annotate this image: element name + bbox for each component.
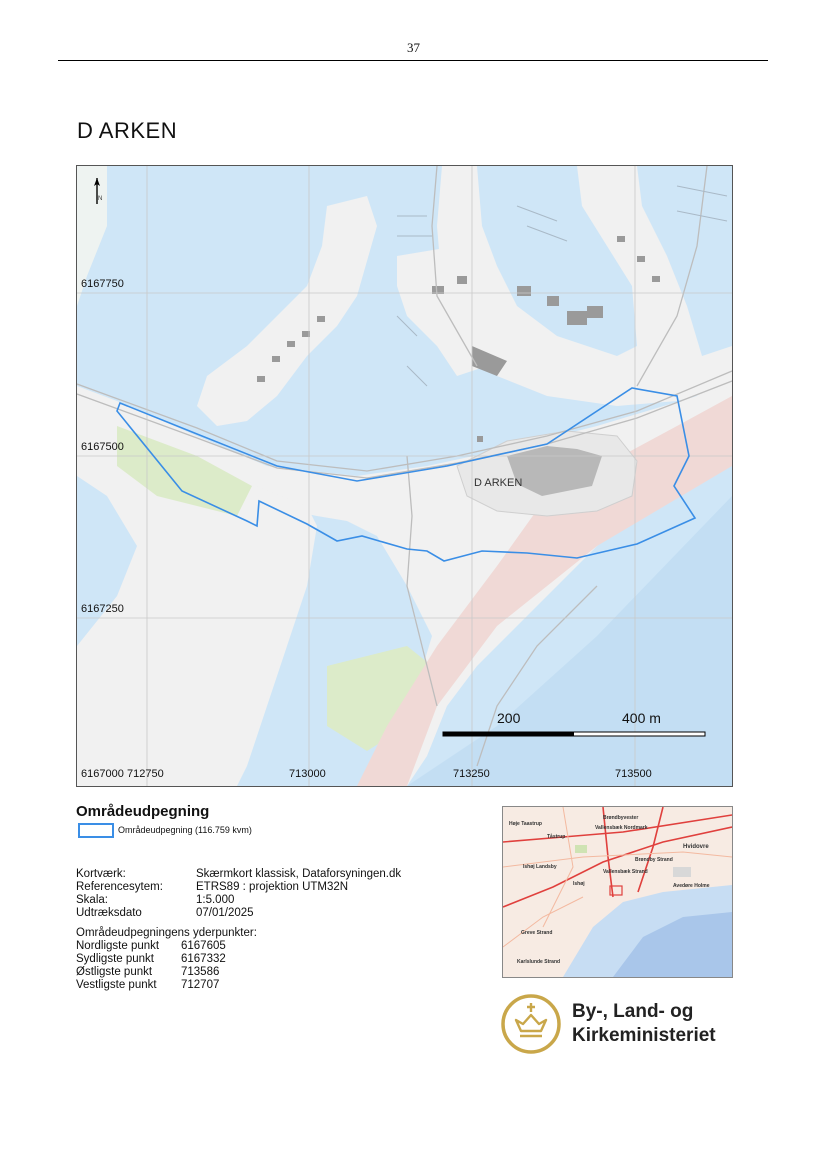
extent-value-east: 713586 [181,966,220,978]
inset-label: Brøndby Strand [635,857,673,863]
grid-label-x-712750: 712750 [127,768,164,780]
map-canvas [77,166,732,786]
north-label: N [98,196,103,202]
extent-value-west: 712707 [181,979,220,991]
logo-text-line1: By-, Land- og [572,1001,694,1022]
scale-label-end: 400 m [622,710,661,726]
extent-title: Områdeudpegningens yderpunkter: [76,927,257,939]
grid-label-x-713250: 713250 [453,768,490,780]
page-number: 37 [407,40,420,55]
meta-label-scale: Skala: [76,894,108,906]
inset-label: Vallensbæk Nordmark [595,825,648,831]
extent-label-south: Sydligste punkt [76,953,154,965]
inset-label: Karlslunde Strand [517,959,561,965]
extent-value-north: 6167605 [181,940,226,952]
grid-label-y-6167000: 6167000 [81,768,124,780]
meta-value-date: 07/01/2025 [196,907,254,919]
grid-label-y-6167250: 6167250 [81,603,124,615]
place-label-arken: D ARKEN [474,477,523,489]
extent-label-west: Vestligste punkt [76,979,157,991]
scale-label-mid: 200 [497,710,521,726]
meta-label-reference: Referencesytem: [76,881,163,893]
meta-value-kortvaerk: Skærmkort klassisk, Dataforsyningen.dk [196,868,402,880]
inset-label: Greve Strand [521,930,553,936]
inset-canvas [503,807,732,977]
grid-label-x-713000: 713000 [289,768,326,780]
logo-text-line2: Kirkeministeriet [572,1025,716,1046]
legend-title: Områdeudpegning [76,803,210,820]
extent-value-south: 6167332 [181,953,226,965]
page-title: D ARKEN [77,118,178,143]
inset-label: Brøndbyvester [603,815,639,821]
inset-label: Avedøre Holme [673,883,710,889]
inset-label: Tåstrup [547,834,566,840]
grid-label-x-713500: 713500 [615,768,652,780]
meta-value-reference: ETRS89 : projektion UTM32N [196,881,349,893]
inset-label: Høje Taastrup [509,821,542,827]
meta-label-date: Udtræksdato [76,907,142,919]
inset-map [502,806,733,978]
legend-item: Områdeudpegning (116.759 kvm) [118,825,252,835]
meta-value-scale: 1:5.000 [196,894,235,906]
inset-label: Ishøj Landsby [523,864,557,870]
inset-label: Vallensbæk Strand [603,869,648,875]
extent-label-north: Nordligste punkt [76,940,160,952]
legend-swatch [78,823,114,838]
header-rule [58,60,768,61]
scale-bar [443,732,705,736]
inset-label: Hvidovre [683,844,709,850]
grid-label-y-6167500: 6167500 [81,441,124,453]
crown-logo-icon [500,993,562,1055]
extent-label-east: Østligste punkt [76,966,153,978]
meta-label-kortvaerk: Kortværk: [76,868,126,880]
map-frame [76,165,733,787]
grid-label-y-6167750: 6167750 [81,278,124,290]
inset-label: Ishøj [573,881,585,887]
